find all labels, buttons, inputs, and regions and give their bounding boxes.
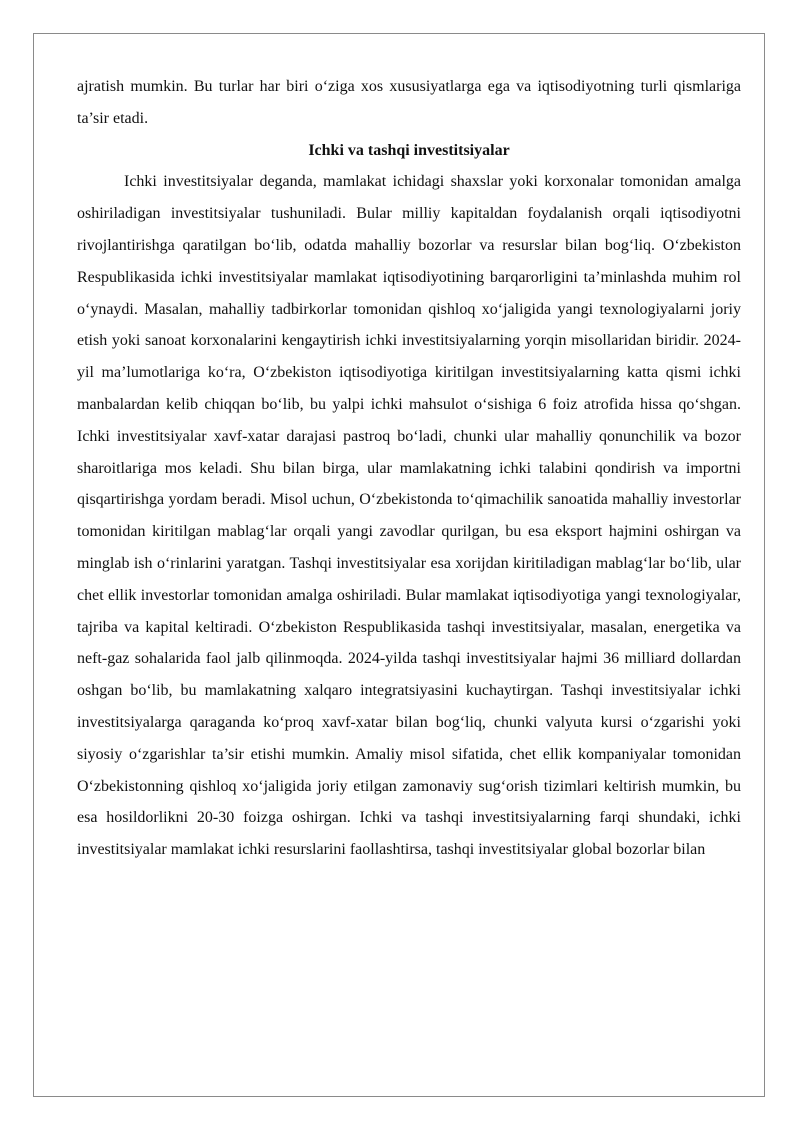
section-heading: Ichki va tashqi investitsiyalar [308, 141, 510, 159]
document-body [77, 71, 741, 866]
body-paragraph: Ichki investitsiyalar deganda, mamlakat ichidagi shaxslar yoki korxonalar tomonidan amalga oshiriladigan investitsiyalar tushuniladi. Bular milliy kapitaldan foydalanish orqali iqtisodiyotni rivojlantirishga qaratilgan bo‘lib, odatda mahalliy bozorlar va resurslar bilan bog‘liq. O‘zbekiston Respublikasida ichki investitsiyalar mamlakat iqtisodiyotining barqarorligini ta’minlashda muhim rol o‘ynaydi. Masalan, mahalliy tadbirkorlar tomonidan qishloq xo‘jaligida yangi texnologiyalarni joriy etish yoki sanoat korxonalarini kengaytirish ichki investitsiyalarning yorqin misollaridan biridir. 2024-yil ma’lumotlariga ko‘ra, O‘zbekiston iqtisodiyotiga kiritilgan investitsiyalarning katta qismi ichki manbalardan kelib chiqqan bo‘lib, bu yalpi ichki mahsulot o‘sishiga 6 foiz atrofida hissa qo‘shgan. Ichki investitsiyalar xavf-xatar darajasi pastroq bo‘ladi, chunki ular mahalliy qonunchilik va bozor sharoitlariga mos keladi. Shu bilan birga, ular mamlakatning ichki talabini qondirish va importni qisqartirishga yordam beradi. Misol uchun, O‘zbekistonda to‘qimachilik sanoatida mahalliy investorlar tomonidan kiritilgan mablag‘lar orqali yangi zavodlar qurilgan, bu esa eksport hajmini oshirgan va minglab ish o‘rinlarini yaratgan. Tashqi investitsiyalar esa xorijdan kiritiladigan mablag‘lar bo‘lib, ular chet ellik investorlar tomonidan amalga oshiriladi. Bular mamlakat iqtisodiyotiga yangi texnologiyalar, tajriba va kapital keltiradi. O‘zbekiston Respublikasida tashqi investitsiyalar, masalan, energetika va neft-gaz sohalarida faol jalb qilinmoqda. 2024-yilda tashqi investitsiyalar hajmi 36 milliard dollardan oshgan bo‘lib, bu mamlakatning xalqaro integratsiyasini kuchaytirgan. Tashqi investitsiyalar ichki investitsiyalarga qaraganda ko‘proq xavf-xatar bilan bog‘liq, chunki valyuta kursi o‘zgarishi yoki siyosiy o‘zgarishlar ta’sir etishi mumkin. Amaliy misol sifatida, chet ellik kompaniyalar tomonidan O‘zbekistonning qishloq xo‘jaligida joriy etilgan zamonaviy sug‘orish tizimlari keltirish mumkin, bu esa hosildorlikni 20-30 foizga oshirgan. Ichki va tashqi investitsiyalarning farqi shundaki, ichki investitsiyalar mamlakat ichki resurslarini faollashtirsa, tashqi investitsiyalar global bozorlar bilan [77, 173, 741, 859]
intro-paragraph: ajratish mumkin. Bu turlar har biri o‘ziga xos xususiyatlarga ega va iqtisodiyotning turli qismlariga ta’sir etadi. [77, 78, 741, 127]
